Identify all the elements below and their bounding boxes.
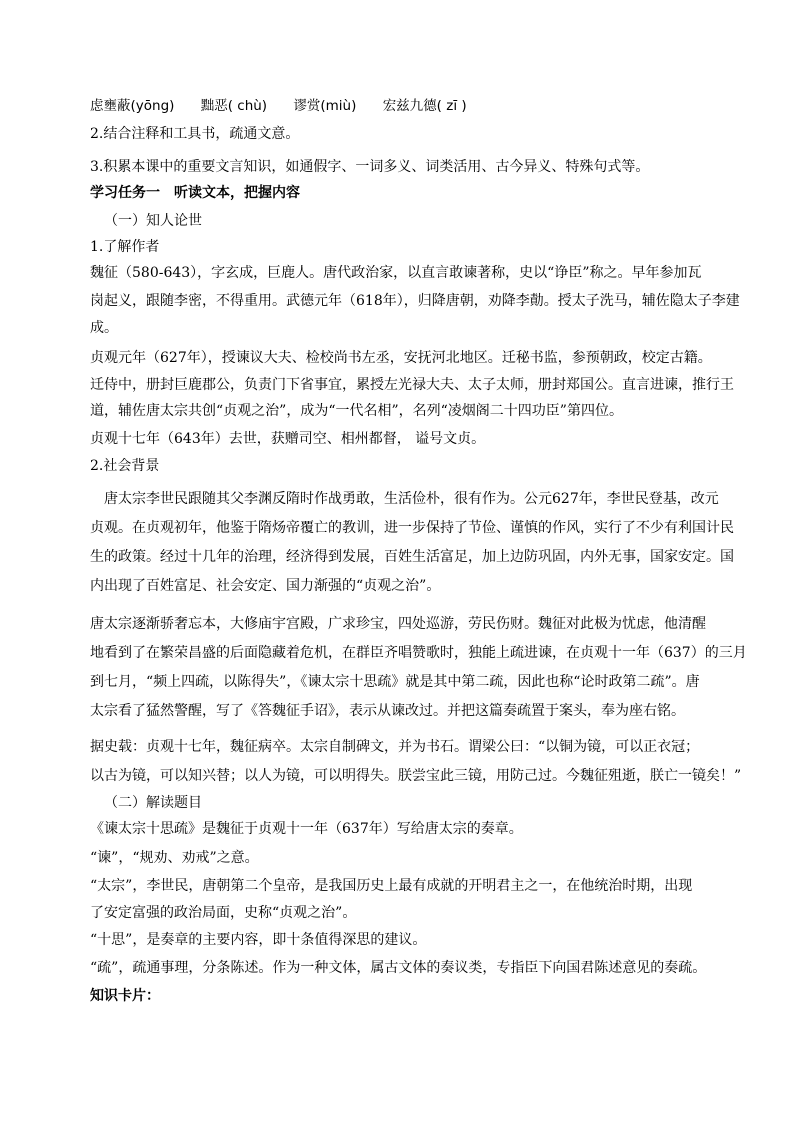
section-heading: （二）解读题目 <box>104 795 202 811</box>
background-text: 太宗看了猛然警醒，写了《答魏征手诏》，表示从谏改过。并把这篇奏疏置于案头，奉为座右铭。 <box>90 703 685 719</box>
background-text: 生的政策。经过十几年的治理，经济得到发展，百姓生活富足，加上边防巩固，内外无事，国家安定。国 <box>90 549 734 565</box>
title-note: “疏”，疏通事理，分条陈述。作为一种文体，属古文体的奏议类，专指臣下向国君陈述意见的奏疏。 <box>90 960 707 976</box>
vocab-line <box>90 96 750 116</box>
title-note: 了安定富强的政治局面，史称“贞观之治”。 <box>90 905 357 921</box>
title-note: “太宗”，李世民，唐朝第二个皇帝，是我国历史上最有成就的开明君主之一，在他统治时期，出现 <box>90 878 693 894</box>
subsection-heading: 1.了解作者 <box>90 239 160 255</box>
vocab-item: 宏兹九德( zī ) <box>382 98 467 114</box>
background-text: 内出现了百姓富足、社会安定、国力渐强的“贞观之治”。 <box>90 578 441 594</box>
title-note: 《谏太宗十思疏》是魏征于贞观十一年（637年）写给唐太宗的奏章。 <box>90 821 523 837</box>
author-text: 贞观十七年（643年）去世，获赠司空、相州都督， 谥号文贞。 <box>90 431 486 447</box>
author-text: 贞观元年（627年），授谏议大夫、检校尚书左丞，安抚河北地区。迁秘书监，参预朝政，校定古籍。 <box>90 350 712 366</box>
task-line: 2.结合注释和工具书，疏通文意。 <box>90 126 300 142</box>
background-text: 到七月，“频上四疏，以陈得失”，《谏太宗十思疏》就是其中第二疏，因此也称“论时政第二疏”。唐 <box>90 674 700 690</box>
section-heading: （一）知人论世 <box>104 213 202 229</box>
author-text: 成。 <box>90 320 118 336</box>
background-text: 唐太宗李世民跟随其父李渊反隋时作战勇敢，生活俭朴，很有作为。公元627年，李世民登基，改元 <box>104 491 719 507</box>
author-text: 魏征（580-643），字玄成，巨鹿人。唐代政治家，以直言敢谏著称，史以“诤臣”称之。早年参加瓦 <box>90 265 702 281</box>
subsection-heading: 2.社会背景 <box>90 458 160 474</box>
task1-heading: 学习任务一 听读文本，把握内容 <box>90 185 300 201</box>
background-text: 唐太宗逐渐骄奢忘本，大修庙宇宫殿，广求珍宝，四处巡游，劳民伤财。魏征对此极为忧虑，他清醒 <box>90 616 706 632</box>
background-text: 以古为镜，可以知兴替；以人为镜，可以明得失。朕尝宝此三镜，用防己过。今魏征殂逝，朕亡一镜矣！” <box>90 768 742 784</box>
author-text: 迁侍中，册封巨鹿郡公，负责门下省事宜，累授左光禄大夫、太子太师，册封郑国公。直言进谏，推行王 <box>90 377 734 393</box>
background-text: 地看到了在繁荣昌盛的后面隐藏着危机，在群臣齐唱赞歌时，独能上疏进谏，在贞观十一年（637）的三月 <box>90 645 747 661</box>
task-line: 3.积累本课中的重要文言知识，如通假字、一词多义、词类活用、古今异义、特殊句式等。 <box>90 159 650 175</box>
background-text: 据史载：贞观十七年，魏征病卒。太宗自制碑文，并为书石。谓梁公曰：“以铜为镜，可以正衣冠； <box>90 739 700 755</box>
knowledge-card-label: 知识卡片： <box>90 988 160 1004</box>
title-note: “十思”，是奏章的主要内容，即十条值得深思的建议。 <box>90 932 427 948</box>
title-note: “谏”，“规劝、劝戒”之意。 <box>90 850 259 866</box>
vocab-item: 虑壅蔽(yōng) <box>90 98 175 114</box>
vocab-item: 谬赏(miù) <box>293 98 357 114</box>
author-text: 岗起义，跟随李密，不得重用。武德元年（618年），归降唐朝，劝降李勣。授太子洗马，辅佐隐太子李建 <box>90 293 740 309</box>
vocab-item: 黜恶( chù) <box>200 98 268 114</box>
background-text: 贞观。在贞观初年，他鉴于隋炀帝覆亡的教训，进一步保持了节俭、谨慎的作风，实行了不少有利国计民 <box>90 520 734 536</box>
author-text: 道，辅佐唐太宗共创“贞观之治”，成为“一代名相”，名列“凌烟阁二十四功臣”第四位。 <box>90 403 623 419</box>
